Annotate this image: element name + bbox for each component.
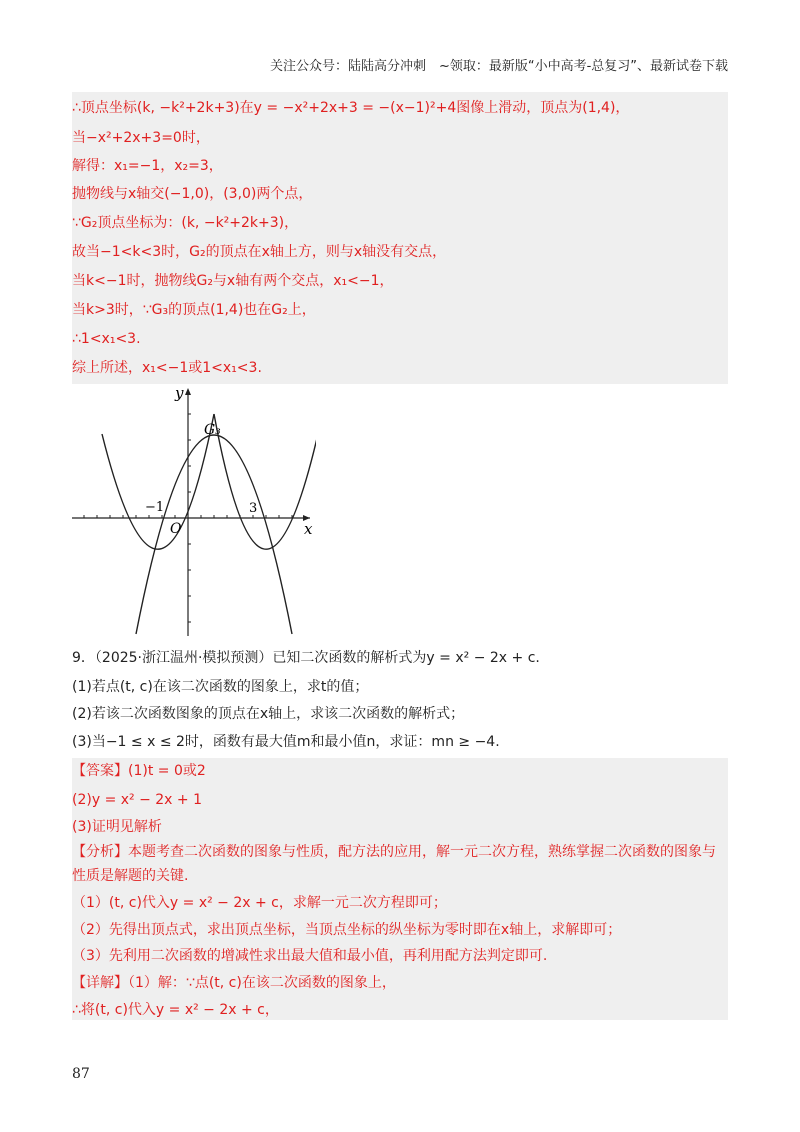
parabola-graph: [72, 384, 316, 636]
x-axis-label: x: [304, 520, 313, 538]
question-part-3: (3)当−1 ≤ x ≤ 2时，函数有最大值m和最小值n，求证：mn ≥ −4.: [72, 734, 500, 750]
answer-tag: 【答案】: [72, 763, 128, 779]
origin-label: O: [170, 521, 182, 537]
analysis-text-1: 本题考查二次函数的图象与性质，配方法的应用，解一元二次方程，熟练掌握二次函数的图象与: [128, 844, 716, 860]
solution-line: 当k<−1时，抛物线G₂与x轴有两个交点，x₁<−1，: [72, 273, 394, 289]
solution-line: ∵G₂顶点坐标为：(k, −k²+2k+3)，: [72, 215, 299, 231]
question-part-1: (1)若点(t, c)在该二次函数的图象上，求t的值；: [72, 679, 369, 695]
question-title: 9．（2025·浙江温州·模拟预测）已知二次函数的解析式为y = x² − 2x + c.: [72, 650, 540, 666]
solution-line: ∴1<x₁<3.: [72, 331, 141, 347]
solution-line: 抛物线与x轴交(−1,0)，(3,0)两个点，: [72, 186, 313, 202]
answer-line-1: [72, 761, 206, 781]
detail-line-1: [72, 973, 396, 993]
graph-svg: [72, 384, 316, 636]
detail-tag: 【详解】: [72, 975, 128, 991]
page-header: 关注公众号：陆陆高分冲刺 ~领取：最新版“小中高考-总复习”、最新试卷下载: [269, 59, 728, 74]
detail-text-1: （1）解：∵点(t, c)在该二次函数的图象上，: [128, 975, 396, 991]
parabola-left: [102, 414, 214, 549]
parabola-g3: [136, 435, 292, 634]
analysis-line-1: [72, 842, 716, 862]
solution-line: 解得：x₁=−1，x₂=3，: [72, 158, 223, 174]
parabola-right: [214, 414, 316, 549]
analysis-line-2: 性质是解题的关键.: [72, 868, 189, 884]
y-axis-arrow: [185, 388, 191, 395]
y-axis-label: y: [175, 384, 184, 402]
page-number: 87: [72, 1066, 90, 1082]
solution-line: 当k>3时，∵G₃的顶点(1,4)也在G₂上，: [72, 302, 316, 318]
question-part-2: (2)若该二次函数图象的顶点在x轴上，求该二次函数的解析式；: [72, 706, 465, 722]
solution-line: 故当−1<k<3时，G₂的顶点在x轴上方，则与x轴没有交点，: [72, 244, 447, 260]
g3-label: G₃: [204, 422, 221, 438]
analysis-step-2: （2）先得出顶点式，求出顶点坐标，当顶点坐标的纵坐标为零时即在x轴上，求解即可；: [72, 922, 622, 938]
solution-line: 当−x²+2x+3=0时，: [72, 130, 210, 146]
analysis-step-1: （1）(t, c)代入y = x² − 2x + c，求解一元二次方程即可；: [72, 895, 447, 911]
three-label: 3: [249, 501, 258, 516]
solution-line: ∴顶点坐标(k, −k²+2k+3)在y = −x²+2x+3 = −(x−1)²+4图像上滑动，顶点为(1,4)，: [72, 100, 630, 116]
solution-line: 综上所述，x₁<−1或1<x₁<3.: [72, 360, 262, 376]
answer-3: (3)证明见解析: [72, 819, 162, 835]
analysis-tag: 【分析】: [72, 844, 128, 860]
analysis-step-3: （3）先利用二次函数的增减性求出最大值和最小值，再利用配方法判定即可.: [72, 948, 548, 964]
neg1-label: −1: [145, 500, 165, 515]
answer-2: (2)y = x² − 2x + 1: [72, 792, 203, 808]
answer-1: (1)t = 0或2: [128, 763, 206, 779]
detail-line-2: ∴将(t, c)代入y = x² − 2x + c，: [72, 1002, 279, 1018]
